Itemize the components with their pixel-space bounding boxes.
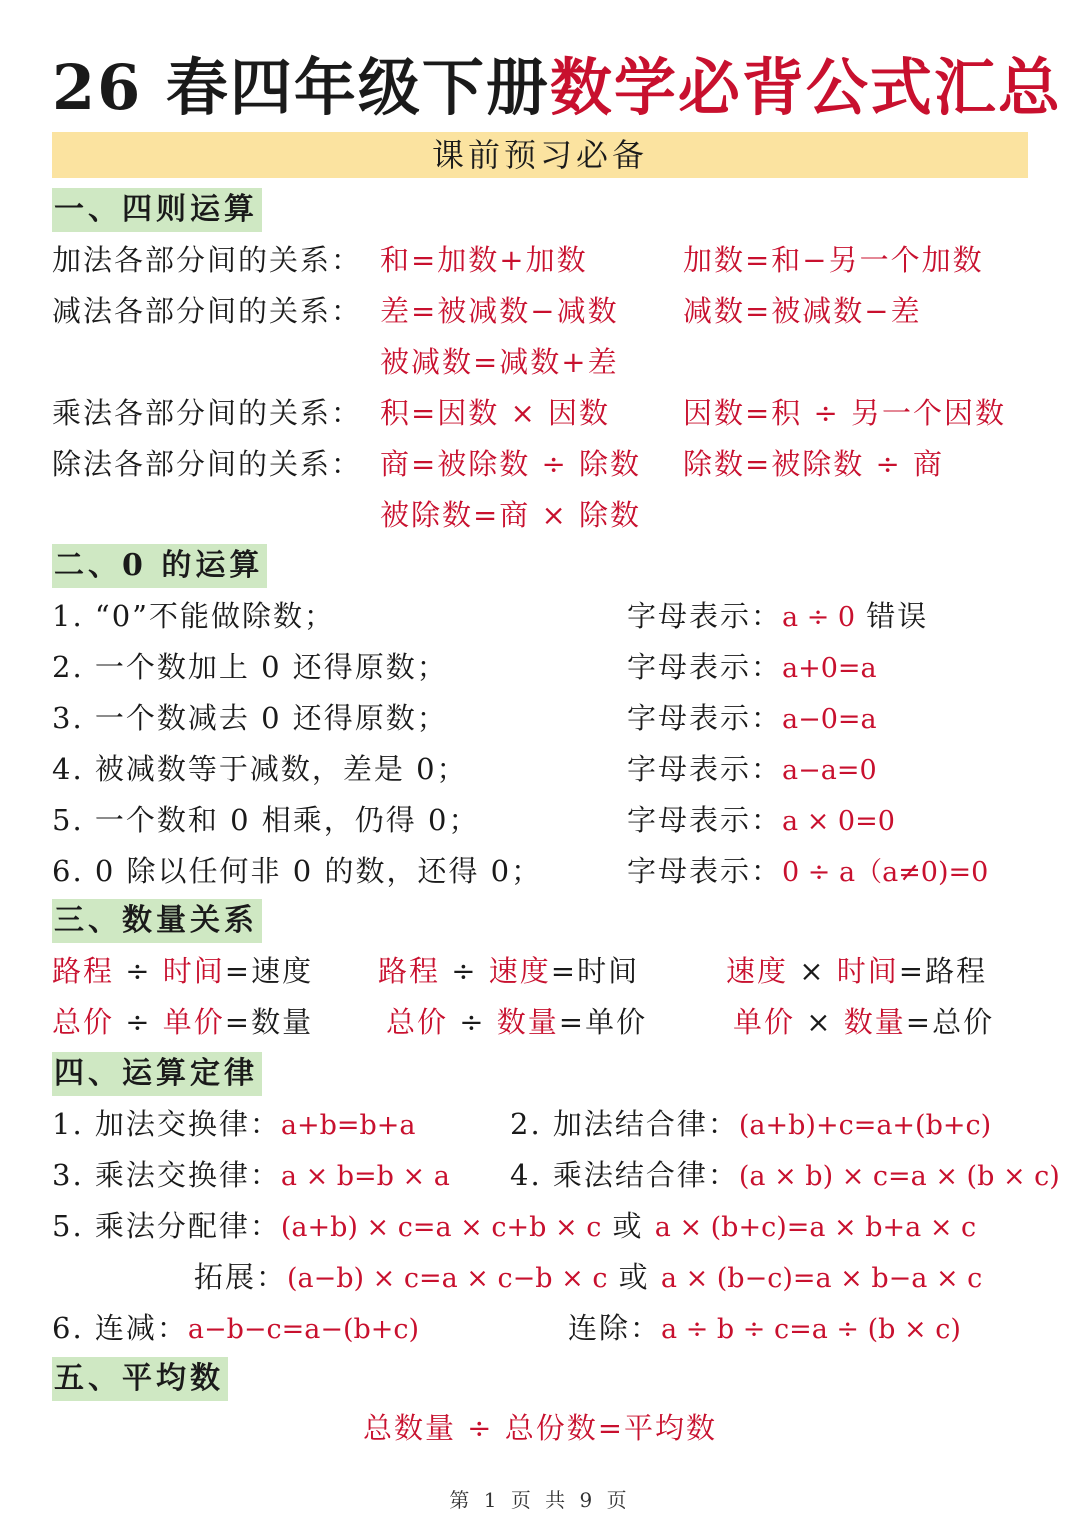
page-footer: 第 1 页 共 9 页 <box>449 1488 631 1512</box>
letter-form-label: 字母表示： <box>627 650 783 684</box>
result: =时间 <box>550 954 640 988</box>
law-label: 1. 加法交换律： <box>52 1107 281 1141</box>
letter-form-label: 字母表示： <box>627 854 783 888</box>
zero-rule-text: 2. 一个数加上 0 还得原数； <box>52 650 448 684</box>
term: 数量 <box>496 1005 559 1039</box>
section3-heading: 三、数量关系 <box>52 899 262 943</box>
law-label: 6. 连减： <box>52 1311 188 1345</box>
section4-heading: 四、运算定律 <box>52 1052 262 1096</box>
letter-form <box>627 851 988 893</box>
law-label: 连除： <box>568 1311 662 1345</box>
letter-formula: a−a=0 <box>782 755 877 786</box>
term: 单价 <box>162 1005 225 1039</box>
quantity-relation <box>386 1002 647 1042</box>
letter-form <box>627 647 877 689</box>
zero-rule-text: 6. 0 除以任何非 0 的数，还得 0； <box>52 854 543 888</box>
law-formula: a−b−c=a−(b+c) <box>187 1314 420 1345</box>
law-2 <box>510 1104 991 1146</box>
law-formula: (a+b) × c=a × c+b × c <box>280 1212 602 1243</box>
term: 时间 <box>836 954 899 988</box>
result: =速度 <box>224 954 314 988</box>
page-title <box>52 48 1062 128</box>
operator: ÷ <box>440 954 489 988</box>
letter-form <box>627 698 877 740</box>
div-formula-1: 商=被除数 ÷ 除数 <box>380 447 642 481</box>
law-formula: a × (b+c)=a × b+a × c <box>654 1212 977 1243</box>
law-formula: a × b=b × a <box>280 1161 450 1192</box>
div-formula-3: 被除数=商 × 除数 <box>380 498 642 532</box>
quantity-relation <box>378 951 639 991</box>
term: 速度 <box>726 954 789 988</box>
term: 速度 <box>488 954 551 988</box>
letter-form-label: 字母表示： <box>627 701 783 735</box>
law-formula: (a−b) × c=a × c−b × c <box>287 1263 608 1294</box>
term: 总价 <box>52 1005 115 1039</box>
result: =数量 <box>224 1005 314 1039</box>
operator: × <box>788 954 837 988</box>
letter-formula: a ÷ 0 <box>782 602 856 633</box>
or-word: 或 <box>601 1209 655 1243</box>
law-label: 3. 乘法交换律： <box>52 1158 281 1192</box>
letter-form-label: 字母表示： <box>627 599 783 633</box>
term: 单价 <box>733 1005 796 1039</box>
law-formula: (a+b)+c=a+(b+c) <box>738 1110 992 1141</box>
letter-suffix: 错误 <box>855 599 929 633</box>
term: 总价 <box>386 1005 449 1039</box>
operator: ÷ <box>114 954 163 988</box>
or-word: 或 <box>607 1260 661 1294</box>
zero-rule-text: 4. 被减数等于减数，差是 0； <box>52 752 468 786</box>
law-formula: a × (b−c)=a × b−a × c <box>660 1263 983 1294</box>
div-label: 除法各部分间的关系： <box>52 447 363 481</box>
mul-formula-1: 积=因数 × 因数 <box>380 396 611 430</box>
section2-heading: 二、0 的运算 <box>52 544 267 588</box>
term: 时间 <box>162 954 225 988</box>
div-formula-2: 除数=被除数 ÷ 商 <box>683 447 945 481</box>
title-part2: 数学必背公式汇总 <box>549 51 1062 124</box>
zero-rule-text: 3. 一个数减去 0 还得原数； <box>52 701 448 735</box>
add-label: 加法各部分间的关系： <box>52 243 363 277</box>
result: =总价 <box>905 1005 995 1039</box>
sub-formula-1: 差=被减数−减数 <box>380 294 619 328</box>
law-7 <box>568 1308 961 1350</box>
banner: 课前预习必备 <box>52 132 1028 178</box>
letter-formula: a+0=a <box>782 653 877 684</box>
law-formula: (a × b) × c=a × (b × c) <box>738 1161 1060 1192</box>
result: =单价 <box>558 1005 648 1039</box>
law-3 <box>52 1155 450 1197</box>
operator: × <box>795 1005 844 1039</box>
law-formula: a+b=b+a <box>280 1110 416 1141</box>
term: 数量 <box>843 1005 906 1039</box>
law-label: 4. 乘法结合律： <box>510 1158 739 1192</box>
letter-form-label: 字母表示： <box>627 803 783 837</box>
letter-formula: a−0=a <box>782 704 877 735</box>
law-label: 5. 乘法分配律： <box>52 1209 281 1243</box>
mul-formula-2: 因数=积 ÷ 另一个因数 <box>683 396 1007 430</box>
quantity-relation <box>733 1002 994 1042</box>
mul-label: 乘法各部分间的关系： <box>52 396 363 430</box>
letter-formula: a × 0=0 <box>782 806 895 837</box>
quantity-relation <box>52 1002 313 1042</box>
sub-label: 减法各部分间的关系： <box>52 294 363 328</box>
law-5 <box>52 1206 976 1248</box>
title-part1: 26 春四年级下册 <box>52 51 550 124</box>
section1-heading: 一、四则运算 <box>52 188 262 232</box>
operator: ÷ <box>448 1005 497 1039</box>
zero-rule-text: 1. “0”不能做除数； <box>52 599 335 633</box>
letter-form <box>627 749 877 791</box>
law-1 <box>52 1104 416 1146</box>
term: 路程 <box>52 954 115 988</box>
law-4 <box>510 1155 1060 1197</box>
add-formula-2: 加数=和−另一个加数 <box>683 243 984 277</box>
sub-formula-2: 减数=被减数−差 <box>683 294 922 328</box>
letter-formula: 0 ÷ a（a≠0)=0 <box>782 857 989 888</box>
quantity-relation <box>726 951 987 991</box>
result: =路程 <box>898 954 988 988</box>
law-6 <box>52 1308 419 1350</box>
letter-form <box>627 596 928 638</box>
section5-heading: 五、平均数 <box>52 1357 228 1401</box>
term: 路程 <box>378 954 441 988</box>
law-5-extension <box>194 1257 982 1299</box>
letter-form <box>627 800 895 842</box>
sub-formula-3: 被减数=减数+差 <box>380 345 619 379</box>
law-label: 拓展： <box>194 1260 288 1294</box>
letter-form-label: 字母表示： <box>627 752 783 786</box>
law-label: 2. 加法结合律： <box>510 1107 739 1141</box>
operator: ÷ <box>114 1005 163 1039</box>
quantity-relation <box>52 951 313 991</box>
average-formula: 总数量 ÷ 总份数=平均数 <box>362 1411 718 1445</box>
add-formula-1: 和=加数+加数 <box>380 243 588 277</box>
zero-rule-text: 5. 一个数和 0 相乘，仍得 0； <box>52 803 480 837</box>
law-formula: a ÷ b ÷ c=a ÷ (b × c) <box>661 1314 961 1345</box>
